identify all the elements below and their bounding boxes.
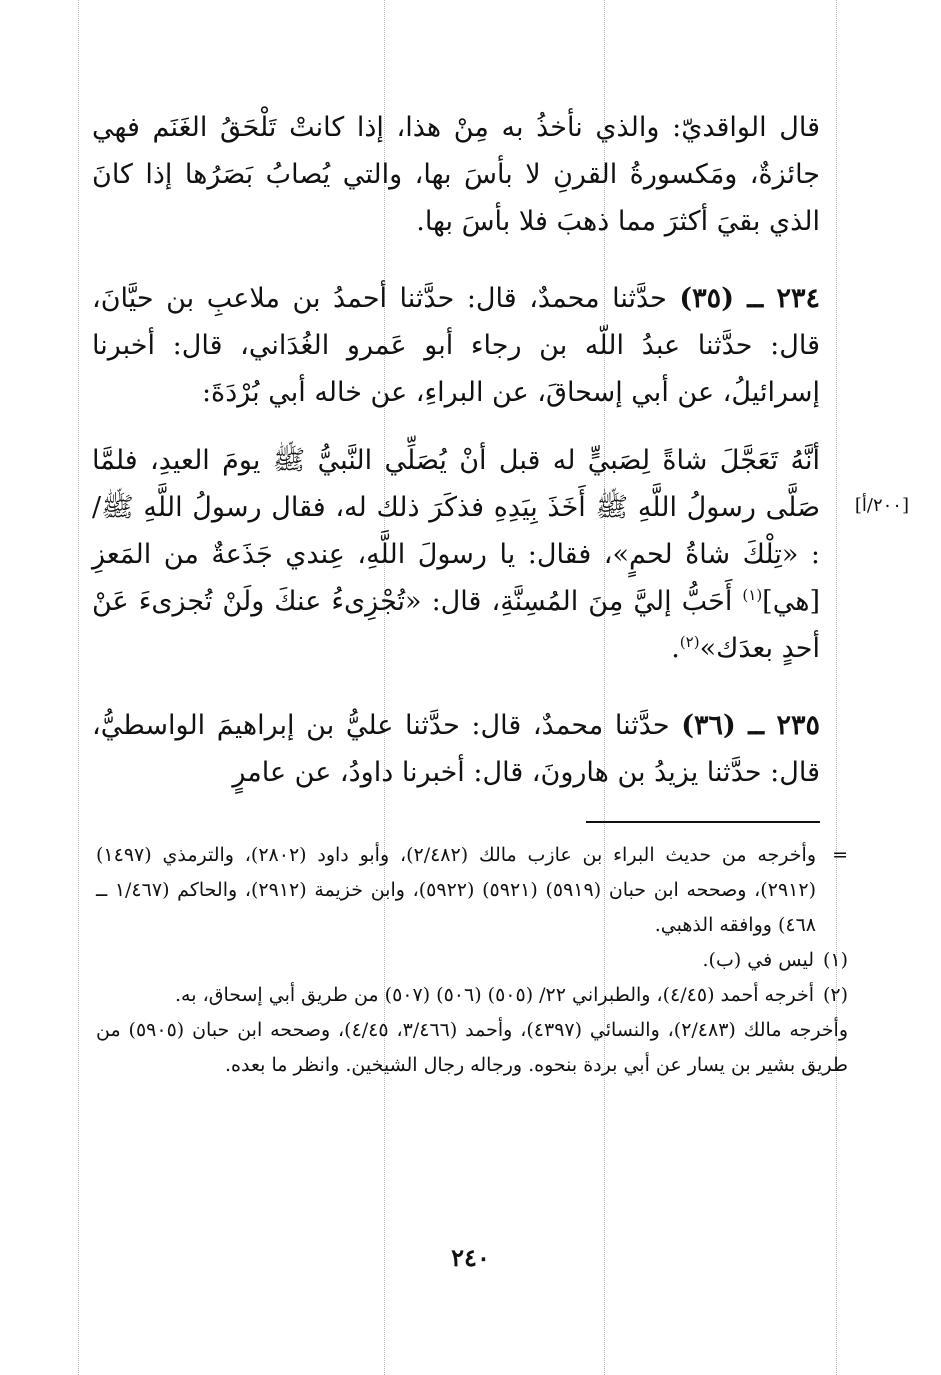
hadith-235 — [92, 702, 820, 796]
footnote-number: (٢) — [822, 984, 848, 1006]
footnote-text: وأخرجه من حديث البراء بن عازب مالك (٢/٤٨٢)، وأبو داود (٢٨٠٢)، والترمذي (١٤٩٧) (٢٩١٢)، وصححه ابن حبان (٥٩١٩) (٥٩٢١) (٥٩٢٢)، وابن خزيمة (٢٩١٢)، والحاكم (١/٤٦٧ ــ ٤٦٨) ووافقه الذهبي. — [96, 844, 816, 936]
scan-guide-line — [836, 0, 837, 1375]
hadith-234 — [92, 275, 820, 416]
hadith-isnad: حدَّثنا محمدٌ، قال: حدَّثنا أحمدُ بن ملاعبِ بن حيَّانَ، قال: حدَّثنا عبدُ اللّه بن رجاء أبو عَمرو الغُدَاني، قال: أخبرنا إسرائيلُ، عن أبي إسحاقَ، عن البراءِ، عن خاله أبي بُرْدَةَ: — [92, 283, 820, 408]
footnotes — [96, 838, 848, 1083]
footnote-text: أخرجه أحمد (٤/٤٥)، والطبراني ٢٢/ (٥٠٥) (٥٠٦) (٥٠٧) من طريق أبي إسحاق، به. — [175, 984, 814, 1006]
footnote-text: وأخرجه مالك (٢/٤٨٣)، والنسائي (٤٣٩٧)، وأحمد (٣/٤٦٦، ٤/٤٥)، وصححه ابن حبان (٥٩٠٥) من طريق بشير بن يسار عن أبي بردة بنحوه. ورجاله رجال الشيخين. وانظر ما بعده. — [96, 1019, 848, 1076]
footnote-1 — [96, 943, 848, 978]
footnote-ref-2[interactable]: (٢) — [679, 633, 700, 651]
hadith-number: ٢٣٤ ــ (٣٥) — [679, 283, 820, 314]
hadith-matn: أنَّهُ تَعَجَّلَ شاةً لِصَبيٍّ له قبل أنْ يُصَلِّي النَّبيُّ ﷺ يومَ العيدِ، فلمَّا صَلَّى رسولُ اللَّهِ ﷺ أَخَذَ بِيَدِهِ فذكَرَ ذلك له، فقال رسولُ اللَّهِ ﷺ/ : «تِلْكَ شاةُ لحمٍ»، فقال: يا رسولَ اللَّهِ، عِندي جَذَعةٌ من المَعزِ [هي] — [92, 445, 820, 617]
footnote-continuation — [96, 838, 848, 943]
footnote-number: (١) — [822, 949, 848, 971]
paragraph-waqidi — [92, 104, 820, 245]
hadith-isnad: حدَّثنا محمدٌ، قال: حدَّثنا عليُّ بن إبراهيمَ الواسطيُّ، قال: حدَّثنا يزيدُ بن هارونَ، قال: أخبرنا داودُ، عن عامرٍ — [92, 710, 820, 788]
hadith-234-matn — [92, 437, 820, 672]
footnote-2-extra — [96, 1013, 848, 1083]
paragraph-text: قال الواقديّ: والذي نأخذُ به مِنْ هذا، إذا كانتْ تَلْحَقُ الغَنَم فهي جائزةٌ، ومَكسورةُ القرنِ لا بأسَ بها، والتي يُصابُ بَصَرُها إذا كانَ الذي بقيَ أكثرَ مما ذهبَ فلا بأسَ بها. — [92, 112, 820, 237]
footnote-2 — [96, 978, 848, 1013]
manuscript-folio-ref: [٢٠٠/أ] — [854, 495, 909, 516]
footnote-text: ليس في (ب). — [702, 949, 814, 971]
continuation-mark: = — [832, 844, 848, 866]
period: . — [671, 633, 680, 664]
page-number: ٢٤٠ — [451, 1243, 490, 1272]
hadith-matn-cont: أَحَبُّ إليَّ مِنَ المُسِنَّةِ، قال: «تُجْزِىءُ عنكَ ولَنْ تُجزىءَ عَنْ أحدٍ بعدَك» — [92, 586, 820, 664]
hadith-number: ٢٣٥ ــ (٣٦) — [681, 710, 820, 741]
footnote-separator — [586, 821, 820, 823]
footnote-ref-1[interactable]: (١) — [742, 586, 763, 604]
scan-guide-line — [78, 0, 79, 1375]
